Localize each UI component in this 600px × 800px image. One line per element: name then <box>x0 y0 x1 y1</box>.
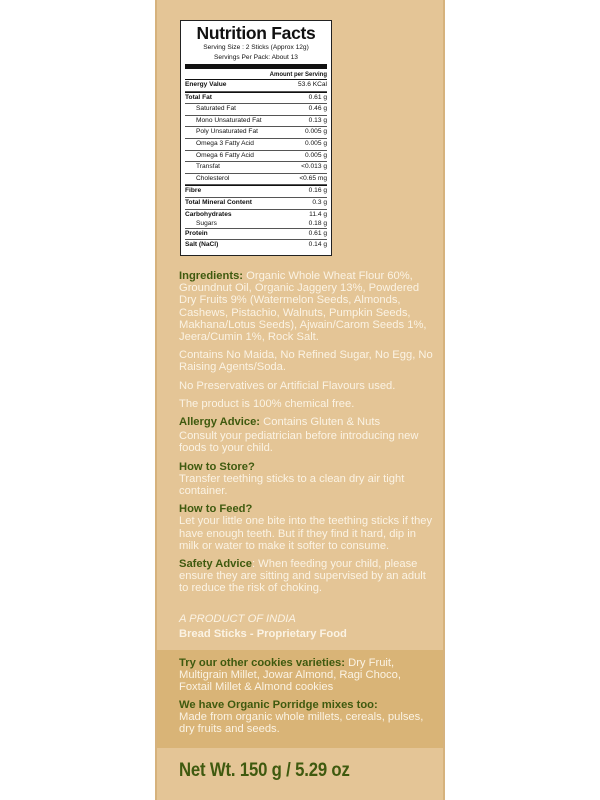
allergy-paragraph <box>179 416 437 428</box>
safety-text: : When feeding your child, please ensure they are sitting and supervised by an adult to reduce the risk of choking. <box>179 558 426 595</box>
consult-text: Consult your pediatrician before introducing new foods to your child. <box>179 430 419 455</box>
nutrition-label: Cholesterol <box>196 174 230 182</box>
nutrition-value: 0.3 g <box>312 198 327 206</box>
nutrition-row-saturated-fat <box>185 104 327 116</box>
safety-paragraph <box>179 558 437 595</box>
nutrition-row-transfat <box>185 162 327 174</box>
porridge-heading: We have Organic Porridge mixes too: <box>179 698 378 711</box>
nutrition-label: Mono Unsaturated Fat <box>196 116 262 124</box>
nutrition-label: Total Fat <box>185 93 212 101</box>
nutrition-value: 0.14 g <box>308 241 327 249</box>
nutrition-facts-table <box>180 20 332 256</box>
porridge-text: Made from organic whole millets, cereals, pulses, dry fruits and seeds. <box>179 710 424 736</box>
serving-size: Serving Size : 2 Sticks (Approx 12g) <box>203 44 309 51</box>
nutrition-divider <box>185 64 327 69</box>
claim-chemical-free: The product is 100% chemical free. <box>179 397 355 410</box>
nutrition-value: 0.61 g <box>308 93 327 101</box>
nutrition-row-total-fat <box>185 92 327 105</box>
nutrition-label: Poly Unsaturated Fat <box>196 128 258 136</box>
nutrition-value: 11.4 g <box>309 210 327 218</box>
promo-text-block <box>179 657 437 740</box>
nutrition-label: Total Mineral Content <box>185 198 252 206</box>
store-heading: How to Store? <box>179 460 255 473</box>
nutrition-value: <0.65 mg <box>299 174 327 182</box>
nutrition-title: Nutrition Facts <box>196 23 316 43</box>
safety-heading: Safety Advice <box>179 558 252 571</box>
amount-per-serving-header: Amount per Serving <box>185 71 327 80</box>
allergy-text: Contains Gluten & Nuts <box>260 416 381 429</box>
nutrition-label: Omega 6 Fatty Acid <box>196 151 254 159</box>
nutrition-label: Saturated Fat <box>196 105 236 113</box>
nutrition-row-energy <box>185 80 327 92</box>
nutrition-value: 0.005 g <box>305 128 327 136</box>
nutrition-label: Transfat <box>196 163 220 171</box>
nutrition-value: 0.13 g <box>308 116 327 124</box>
nutrition-value: 0.005 g <box>305 151 327 159</box>
nutrition-value-sugars: 0.18 g <box>308 219 327 227</box>
nutrition-value: <0.013 g <box>301 163 327 171</box>
nutrition-row-salt <box>185 240 327 251</box>
origin-text: A PRODUCT OF INDIA <box>179 612 296 625</box>
cookies-paragraph <box>179 657 437 694</box>
nutrition-value: 0.16 g <box>308 187 327 195</box>
nutrition-value: 0.46 g <box>308 105 327 113</box>
nutrition-label: Omega 3 Fatty Acid <box>196 139 254 147</box>
feed-text: Let your little one bite into the teething sticks if they have enough teeth. But if they find it hard, dip in milk or water to make it softer to consume. <box>179 515 433 552</box>
nutrition-label: Carbohydrates <box>185 210 232 218</box>
allergy-heading: Allergy Advice: <box>179 416 261 429</box>
nutrition-value: 0.005 g <box>305 139 327 147</box>
nutrition-value: 0.61 g <box>308 229 327 237</box>
net-weight: Net Wt. 150 g / 5.29 oz <box>179 760 350 781</box>
nutrition-row-cholesterol <box>185 174 327 186</box>
nutrition-row-omega-3 <box>185 139 327 151</box>
ingredients-heading: Ingredients: <box>179 270 244 282</box>
nutrition-value: 53.6 KCal <box>298 81 327 88</box>
nutrition-row-omega-6 <box>185 151 327 163</box>
nutrition-row-mono-unsaturated-fat <box>185 116 327 128</box>
nutrition-row-fibre <box>185 185 327 198</box>
nutrition-row-total-mineral <box>185 198 327 210</box>
nutrition-label-sugars: Sugars <box>196 219 217 227</box>
nutrition-row-protein <box>185 229 327 241</box>
nutrition-row-poly-unsaturated-fat <box>185 127 327 139</box>
cookies-heading: Try our other cookies varieties: <box>179 657 346 669</box>
package-edge-right <box>443 0 445 800</box>
claim-no-maida: Contains No Maida, No Refined Sugar, No Egg, No Raising Agents/Soda. <box>179 349 433 374</box>
nutrition-label: Energy Value <box>185 81 227 88</box>
cookies-text: Dry Fruit, Multigrain Millet, Jowar Almond, Ragi Choco, Foxtail Millet & Almond cookies <box>179 657 401 694</box>
label-text-block <box>179 270 437 646</box>
nutrition-label: Protein <box>185 229 208 237</box>
servings-per-pack: Servings Per Pack: About 13 <box>214 54 298 61</box>
feed-heading: How to Feed? <box>179 503 253 516</box>
category-text: Bread Sticks - Proprietary Food <box>179 627 347 640</box>
ingredients-text: Organic Whole Wheat Flour 60%, Groundnut Oil, Organic Jaggery 13%, Powdered Dry Fruits 9% (Watermelon Seeds, Almonds, Cashews, Pistachio, Walnuts, Pumpkin Seeds, Makhana/Lotus Seeds), Ajwain/Carom Seeds 1%, Jeera/Cumin 1%, Rock Salt. <box>179 270 427 344</box>
store-text: Transfer teething sticks to a clean dry air tight container. <box>179 472 405 498</box>
nutrition-row-carbohydrates <box>185 210 327 229</box>
nutrition-label: Salt (NaCl) <box>185 241 219 249</box>
ingredients-paragraph <box>179 270 437 343</box>
claim-no-preservatives: No Preservatives or Artificial Flavours used. <box>179 379 396 392</box>
nutrition-label: Fibre <box>185 187 202 195</box>
